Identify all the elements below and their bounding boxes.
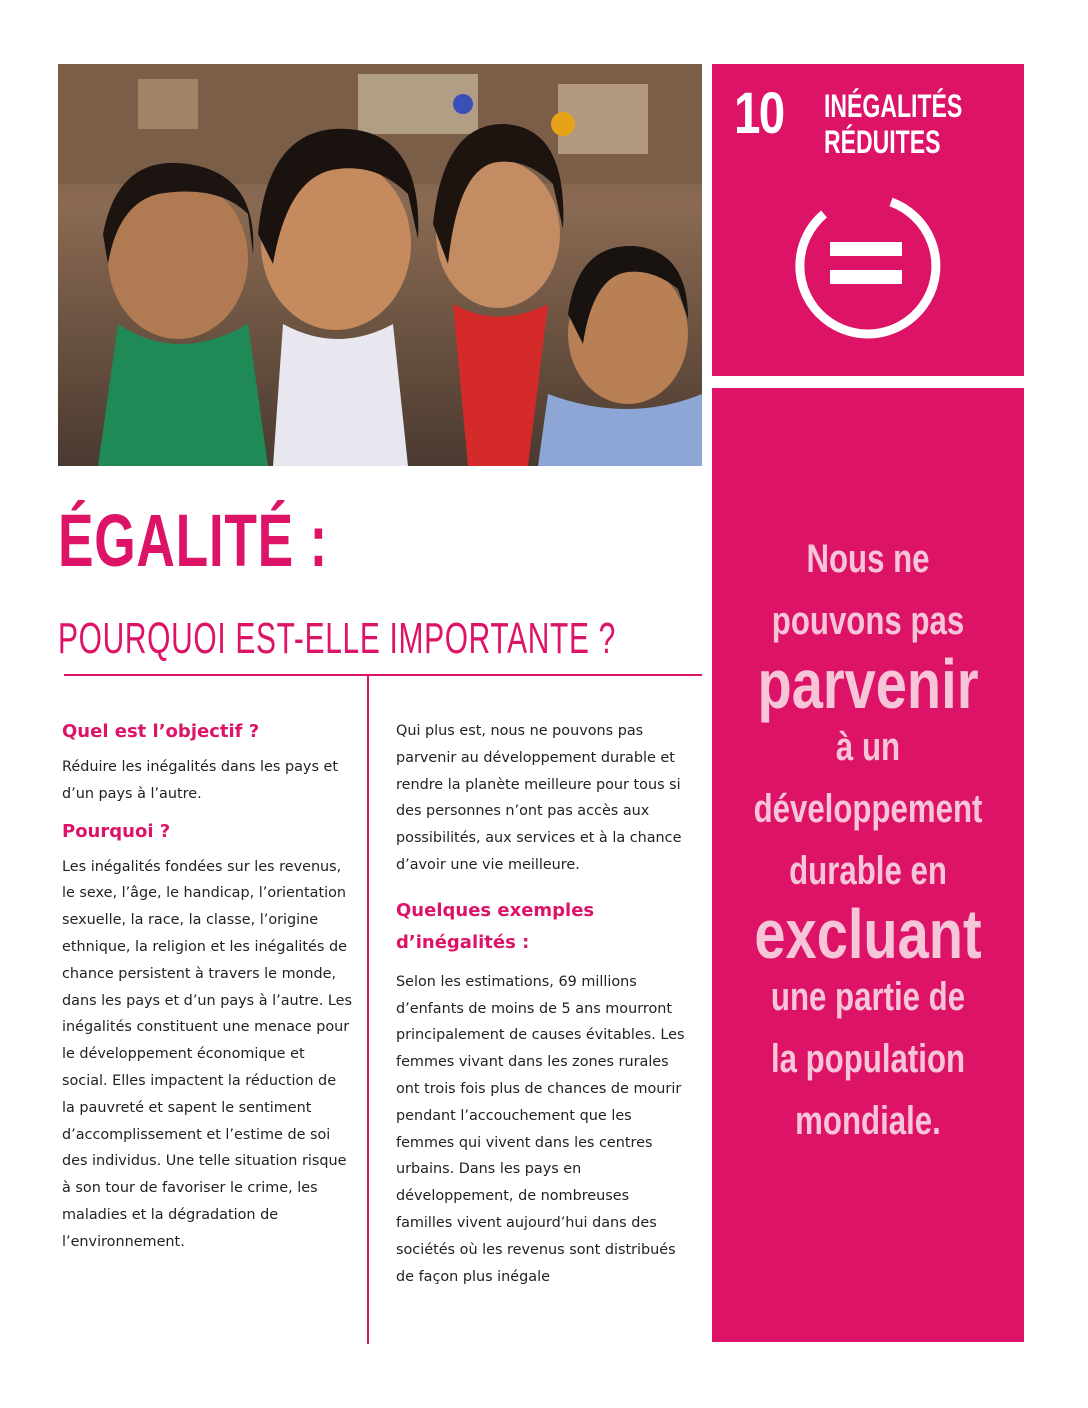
question-objective: Quel est l’objectif ?	[62, 721, 260, 742]
sdg-title-line2: RÉDUITES	[824, 124, 941, 160]
quote-line-7: excluant	[754, 895, 982, 973]
quote-line-10: mondiale.	[795, 1099, 941, 1143]
quote-line-9: la population	[770, 1037, 966, 1081]
question-why: Pourquoi ?	[62, 820, 171, 842]
page-subtitle: POURQUOI EST-ELLE IMPORTANTE ?	[58, 614, 616, 663]
paragraph-moreover: Qui plus est, nous ne pouvons pas parvenir au développement durable et rendre la planète meilleure pour tous si des personnes n’ont pas accès aux possibilités, aux services et à la chance d’avoir une vie meilleure.	[396, 723, 682, 873]
sdg-title	[824, 88, 962, 160]
quote-line-1: Nous ne	[806, 537, 930, 581]
photo-illustration	[58, 64, 702, 466]
quote-line-3: parvenir	[757, 645, 979, 723]
page-title: ÉGALITÉ :	[58, 499, 328, 582]
column-right	[396, 718, 688, 1290]
column-left	[62, 718, 352, 1256]
quote-line-8: une partie de	[770, 975, 966, 1019]
pull-quote	[712, 528, 1024, 1152]
question-examples: Quelques exemples d’inégalités :	[396, 899, 595, 953]
children-photo	[58, 64, 702, 466]
quote-line-2: pouvons pas	[771, 599, 965, 643]
quote-line-4: à un	[835, 725, 901, 769]
answer-examples: Selon les estimations, 69 millions d’enfants de moins de 5 ans mourront principalement de causes évitables. Les femmes vivant dans les zones rurales ont trois fois plus de chances de mourir pendant l’accouchement que les femmes qui vivent dans les centres urbains. Dans les pays en développement, de nombreuses familles vivent aujourd’hui dans des sociétés où les revenus sont distribués de façon plus inégale	[396, 973, 685, 1285]
quote-line-5: développement	[753, 787, 983, 831]
quote-panel	[712, 388, 1024, 1342]
sdg-number: 10	[734, 81, 784, 146]
answer-objective: Réduire les inégalités dans les pays et d’un pays à l’autre.	[62, 759, 339, 802]
quote-line-6: durable en	[789, 849, 947, 893]
sdg-title-line1: INÉGALITÉS	[824, 88, 963, 124]
sdg-goal-tile	[712, 64, 1024, 376]
column-divider	[367, 676, 369, 1344]
equality-icon	[786, 184, 946, 344]
answer-why: Les inégalités fondées sur les revenus, le sexe, l’âge, le handicap, l’orientation sexuelle, la race, la classe, l’origine ethnique, la religion et les inégalités de chance persistent à travers le monde, dans les pays et d’un pays à l’autre. Les inégalités constituent une menace pour le développement économique et social. Elles impactent la réduction de la pauvreté et sapent le sentiment d’accomplissement et l’estime de soi des individus. Une telle situation risque à son tour de favoriser le crime, les maladies et la dégradation de l’environnement.	[62, 858, 353, 1250]
title-divider	[64, 674, 702, 676]
